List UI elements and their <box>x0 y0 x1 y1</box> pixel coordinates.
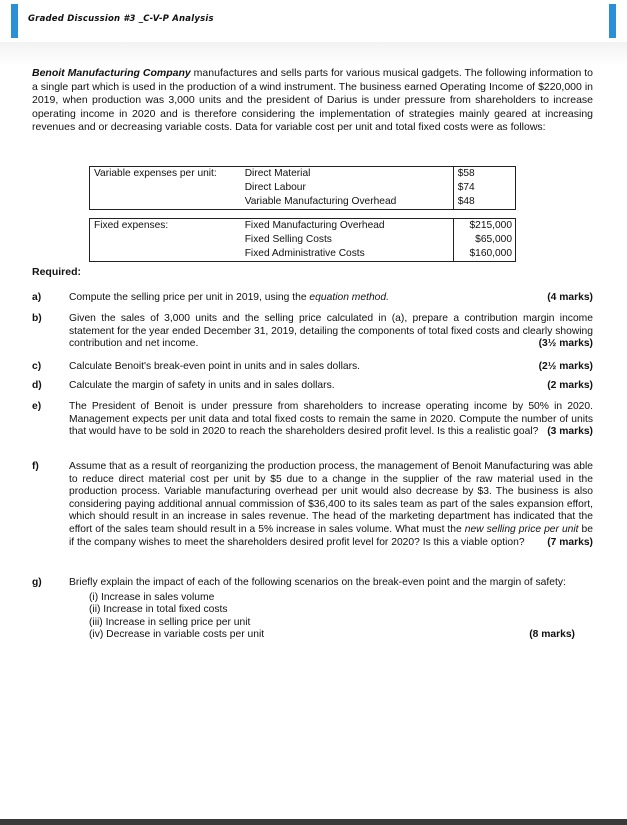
variable-item-name: Direct Material <box>241 167 453 182</box>
variable-label: Variable expenses per unit: <box>90 167 241 182</box>
fixed-item-name: Fixed Manufacturing Overhead <box>241 219 453 234</box>
company-name: Benoit Manufacturing Company <box>32 67 191 79</box>
variable-item-amount: $58 <box>453 167 515 182</box>
fixed-item-name: Fixed Administrative Costs <box>241 247 453 262</box>
question-label: b) <box>32 313 42 324</box>
variable-item-name: Variable Manufacturing Overhead <box>241 195 453 210</box>
fixed-item-amount: $215,000 <box>453 219 515 234</box>
question-marks: (3 marks) <box>547 426 593 438</box>
variable-item-amount: $48 <box>453 195 515 210</box>
list-item: (iv) Decrease in variable costs per unit (8 marks) <box>89 629 575 641</box>
fixed-item-name: Fixed Selling Costs <box>244 234 332 245</box>
fixed-item-amount: $160,000 <box>453 247 515 262</box>
fixed-item-amount: $65,000 <box>453 233 515 247</box>
intro-paragraph <box>32 67 593 135</box>
question-marks: (7 marks) <box>547 536 593 548</box>
scenario-list <box>89 592 593 642</box>
header-accent-right <box>609 4 616 38</box>
question-label: e) <box>32 401 42 412</box>
question-marks: (8 marks) <box>529 629 575 641</box>
question-marks: (4 marks) <box>547 292 593 303</box>
required-heading: Required: <box>32 266 82 278</box>
page-title: Graded Discussion #3 _C-V-P Analysis <box>28 14 214 24</box>
variable-item-name: Direct Labour <box>244 182 306 193</box>
question-marks: (2 marks) <box>547 380 593 391</box>
header-accent-left <box>11 4 18 38</box>
bottom-bar <box>0 819 627 825</box>
question-marks: (3½ marks) <box>538 338 593 350</box>
list-item: (ii) Increase in total fixed costs <box>89 604 228 616</box>
variable-item-amount: $74 <box>453 181 515 195</box>
fixed-label: Fixed expenses: <box>90 219 241 234</box>
question-marks: (2½ marks) <box>538 361 593 372</box>
header-bar <box>0 0 627 43</box>
list-item: (i) Increase in sales volume <box>89 591 215 603</box>
question-label: c) <box>32 361 42 372</box>
page-top-shadow <box>0 42 627 66</box>
cost-table <box>89 166 516 262</box>
question-label: f) <box>32 461 39 472</box>
intro-text: manufactures and sells parts for various musical gadgets. The following information to a single part which is used in the production of a wind instrument. The business earned Operating Income of $220,000 in 2019, when production was 3,000 units and the president of Darius is under pressure from shareholders to increase operating income in 2020 and is therefore considering the implementation of strategies mainly geared at increasing revenues and or decreasing variable costs. Data for variable cost per unit and total fixed costs were as follows: <box>32 67 593 134</box>
list-item: (iii) Increase in selling price per unit <box>89 616 251 628</box>
question-label: g) <box>32 577 42 588</box>
question-label: d) <box>32 380 42 391</box>
question-label: a) <box>32 292 42 303</box>
